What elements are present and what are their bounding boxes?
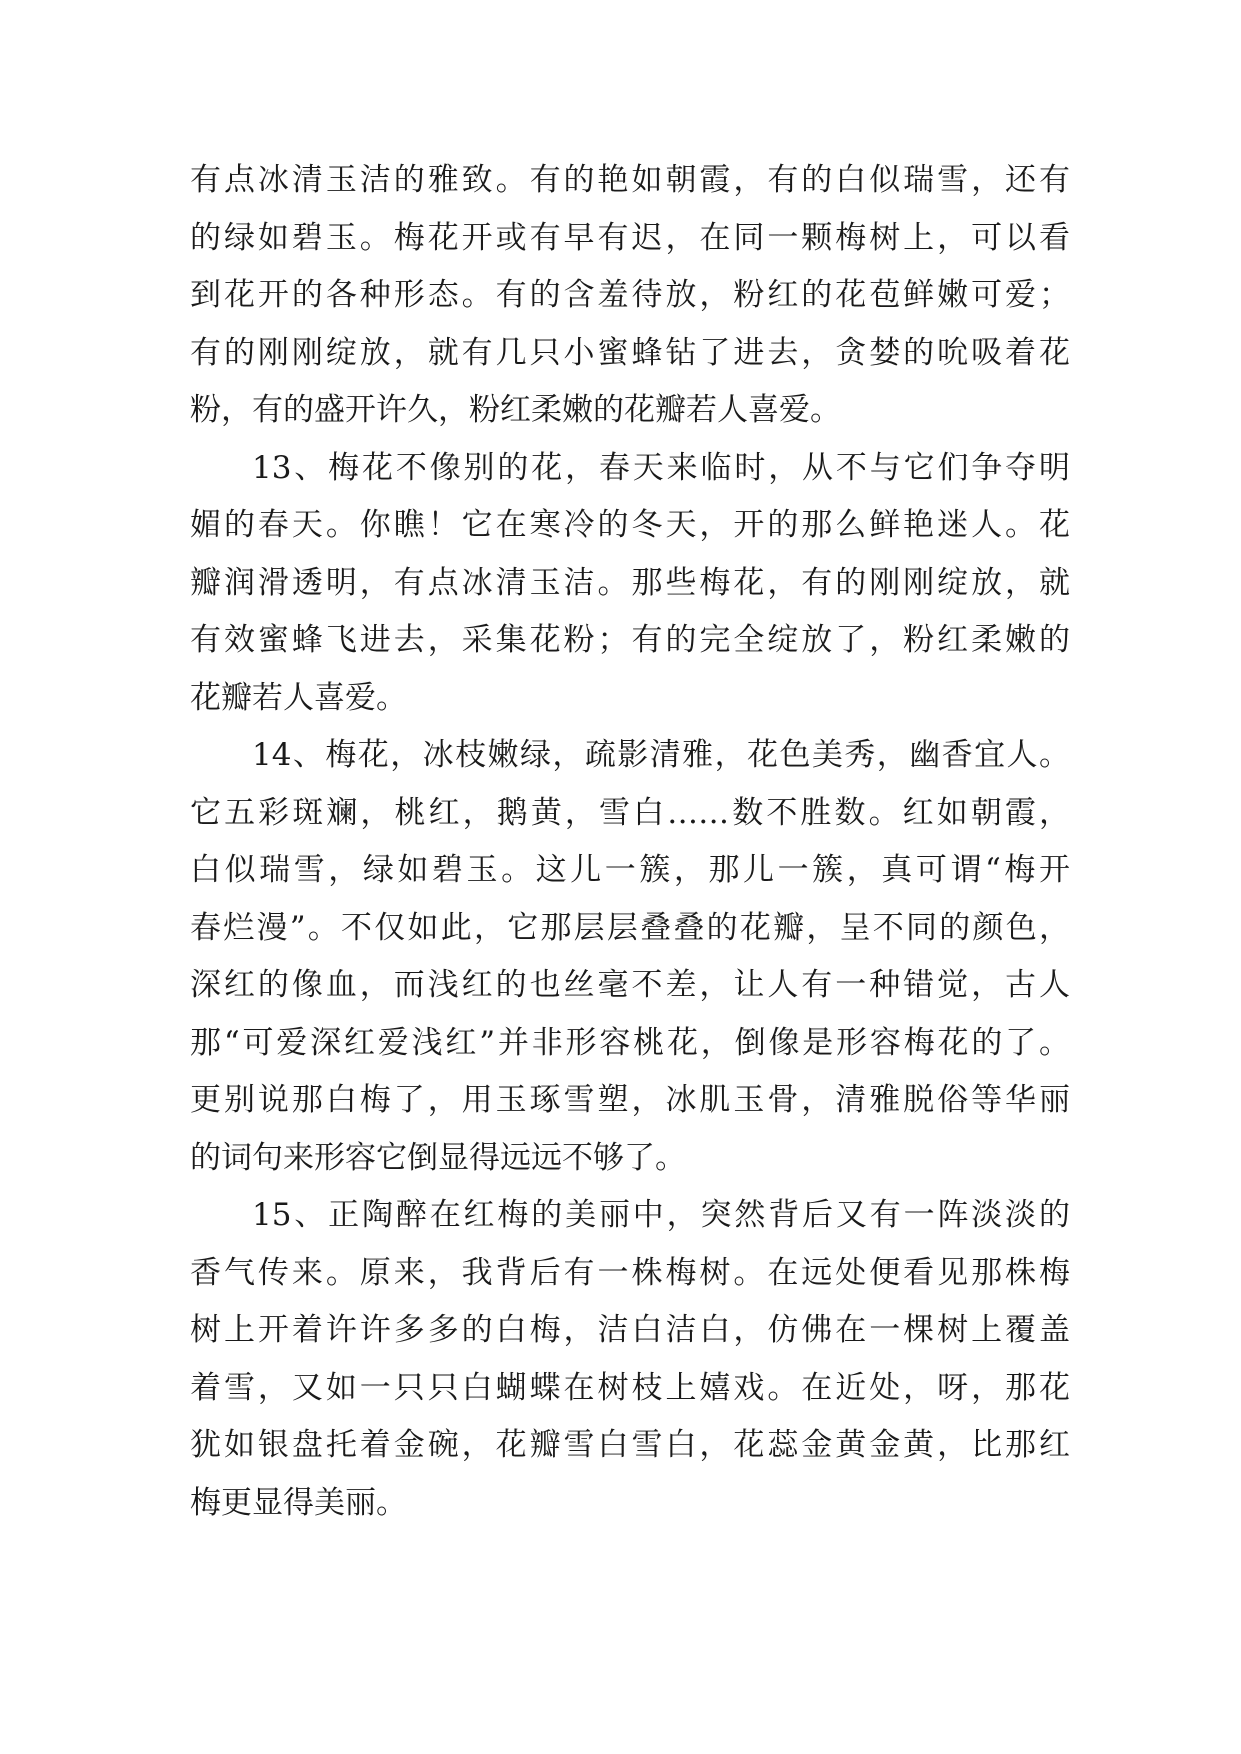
text-line: 那“可爱深红爱浅红”并非形容桃花，倒像是形容梅花的了。 [190, 1024, 1070, 1061]
text-line: 深红的像血，而浅红的也丝毫不差，让人有一种错觉，古人 [190, 967, 1070, 1003]
text-line: 粉，有的盛开许久，粉红柔嫩的花瓣若人喜爱。 [190, 392, 841, 428]
text-line: 到花开的各种形态。有的含羞待放，粉红的花苞鲜嫩可爱； [190, 277, 1070, 313]
body-text [190, 152, 1070, 1532]
text-line: 春烂漫”。不仅如此，它那层层叠叠的花瓣，呈不同的颜色， [190, 909, 1070, 946]
text-line: 梅更显得美丽。 [190, 1484, 407, 1521]
text-line: 的绿如碧玉。梅花开或有早有迟，在同一颗梅树上，可以看 [190, 219, 1070, 256]
text-line: 香气传来。原来，我背后有一株梅树。在远处便看见那株梅 [190, 1254, 1070, 1291]
text-line: 有的刚刚绽放，就有几只小蜜蜂钻了进去，贪婪的吮吸着花 [190, 334, 1070, 371]
text-line: 媚的春天。你瞧！它在寒冷的冬天，开的那么鲜艳迷人。花 [190, 507, 1070, 543]
text-line: 犹如银盘托着金碗，花瓣雪白雪白，花蕊金黄金黄，比那红 [190, 1427, 1070, 1463]
text-line: 更别说那白梅了，用玉琢雪塑，冰肌玉骨，清雅脱俗等华丽 [190, 1082, 1070, 1118]
text-line: 有点冰清玉洁的雅致。有的艳如朝霞，有的白似瑞雪，还有 [190, 162, 1070, 198]
paragraph-15-first-line: 15、正陶醉在红梅的美丽中，突然背后又有一阵淡淡的 [252, 1197, 1070, 1233]
text-line: 它五彩斑斓，桃红，鹅黄，雪白……数不胜数。红如朝霞， [190, 794, 1070, 831]
text-line: 花瓣若人喜爱。 [190, 679, 407, 716]
text-line: 树上开着许许多多的白梅，洁白洁白，仿佛在一棵树上覆盖 [190, 1312, 1070, 1348]
text-line: 有效蜜蜂飞进去，采集花粉；有的完全绽放了，粉红柔嫩的 [190, 622, 1070, 658]
text-line: 的词句来形容它倒显得远远不够了。 [190, 1139, 686, 1176]
paragraph-13-first-line: 13、梅花不像别的花，春天来临时，从不与它们争夺明 [252, 449, 1070, 486]
text-line: 白似瑞雪，绿如碧玉。这儿一簇，那儿一簇，真可谓“梅开 [190, 852, 1070, 888]
paragraph-14-first-line: 14、梅花，冰枝嫩绿，疏影清雅，花色美秀，幽香宜人。 [252, 737, 1070, 773]
text-line: 着雪，又如一只只白蝴蝶在树枝上嬉戏。在近处，呀，那花 [190, 1369, 1070, 1406]
text-line: 瓣润滑透明，有点冰清玉洁。那些梅花，有的刚刚绽放，就 [190, 564, 1070, 601]
